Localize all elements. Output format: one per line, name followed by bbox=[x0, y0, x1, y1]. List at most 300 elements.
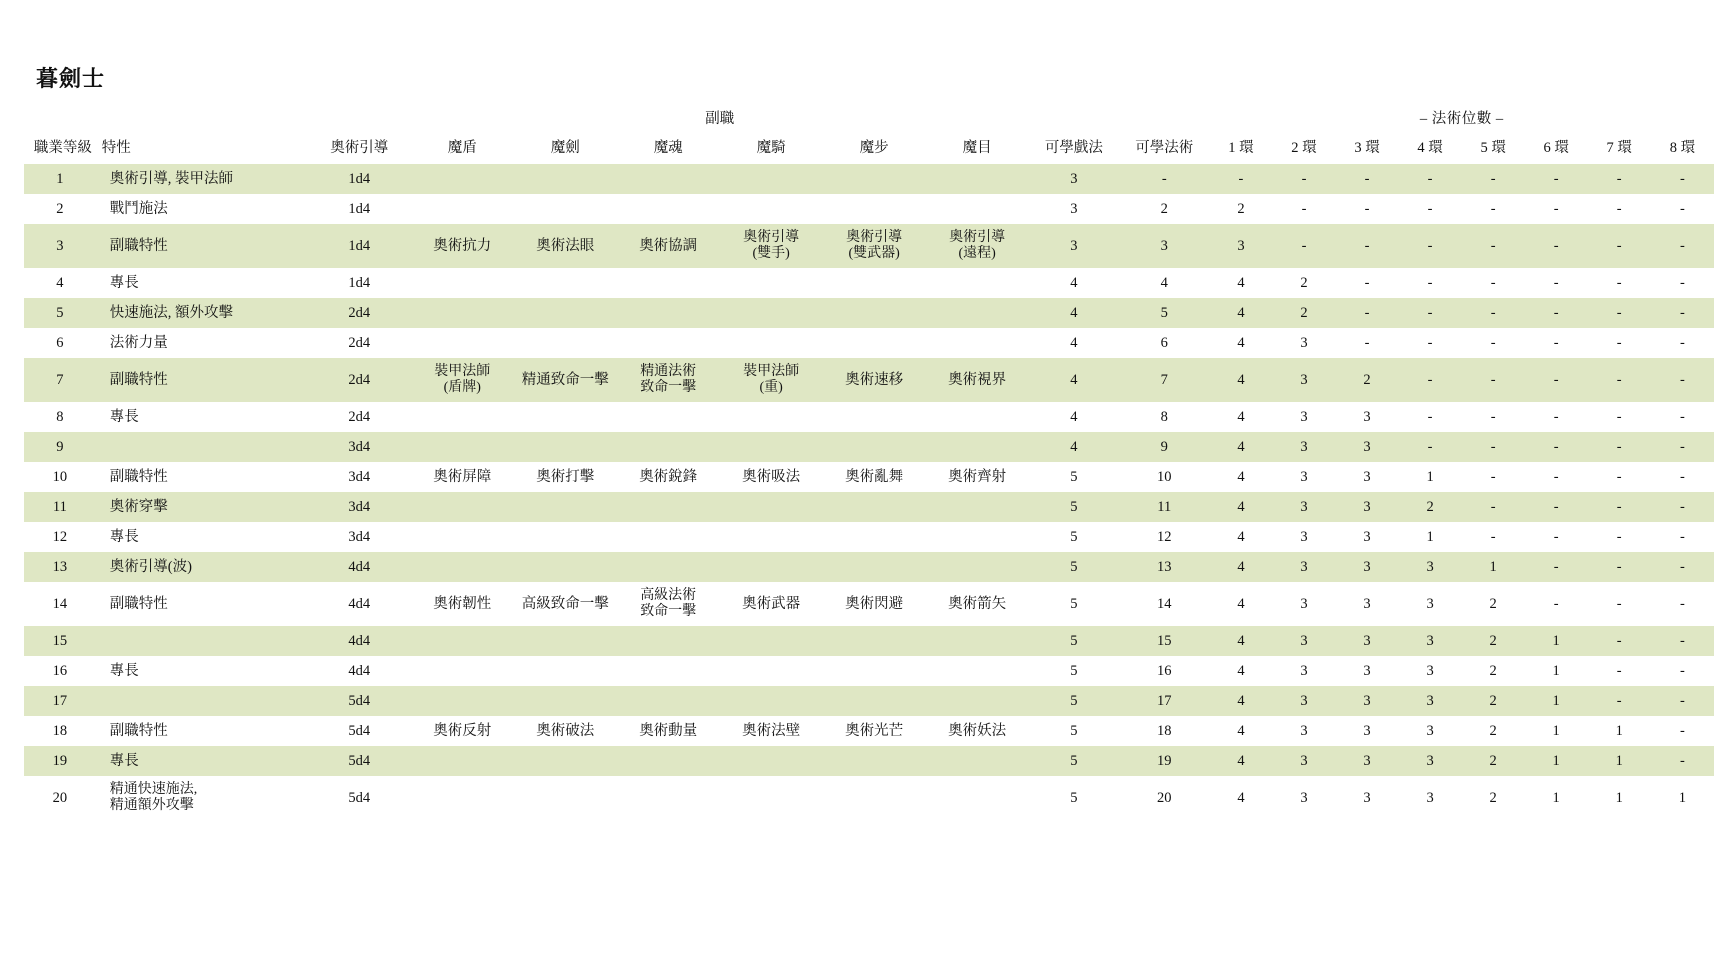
cell-spell-slot-2: 2 bbox=[1272, 298, 1335, 328]
table-body bbox=[24, 164, 1714, 820]
cell-sub-knight bbox=[720, 776, 823, 820]
cell-sub-step bbox=[823, 626, 926, 656]
cell-sub-shield: 奧術抗力 bbox=[411, 224, 514, 268]
cell-sub-soul bbox=[617, 656, 720, 686]
cell-sub-eye bbox=[926, 492, 1029, 522]
cell-arcane-conduit: 4d4 bbox=[308, 552, 411, 582]
cell-sub-knight bbox=[720, 686, 823, 716]
cell-sub-knight bbox=[720, 328, 823, 358]
cell-spell-slot-3: 3 bbox=[1336, 626, 1399, 656]
cell-sub-eye bbox=[926, 746, 1029, 776]
cell-sub-step bbox=[823, 164, 926, 194]
cell-spell-slot-5: 2 bbox=[1462, 746, 1525, 776]
cell-spell-slot-1: 3 bbox=[1209, 224, 1272, 268]
cell-features: 副職特性 bbox=[109, 468, 168, 485]
cell-sub-sword bbox=[514, 656, 617, 686]
cell-spell-slot-5: 1 bbox=[1462, 552, 1525, 582]
cell-features: 專長 bbox=[109, 662, 139, 679]
cell-arcane-conduit: 3d4 bbox=[308, 492, 411, 522]
cell-spell-slot-6: - bbox=[1525, 358, 1588, 402]
col-header-slot-6: 6 環 bbox=[1543, 139, 1569, 156]
cell-spell-slot-2: 3 bbox=[1300, 334, 1308, 351]
cell-spell-slot-8: - bbox=[1679, 334, 1685, 351]
cell-spell-slot-5: 2 bbox=[1489, 595, 1497, 612]
cell-cantrips-known: 5 bbox=[1070, 528, 1078, 545]
cell-spell-slot-6: - bbox=[1525, 552, 1588, 582]
col-header-arcane-conduit: 奧術引導 bbox=[330, 139, 389, 156]
cell-spell-slot-7: - bbox=[1588, 358, 1651, 402]
cell-sub-shield bbox=[411, 522, 514, 552]
cell-sub-knight bbox=[720, 656, 823, 686]
cell-sub-knight bbox=[720, 626, 823, 656]
cell-spell-slot-3: 3 bbox=[1336, 746, 1399, 776]
table-row bbox=[24, 686, 1714, 716]
cell-features: 法術力量 bbox=[109, 334, 168, 351]
cell-sub-step: 奧術亂舞 bbox=[845, 468, 904, 485]
cell-features: 專長 bbox=[102, 746, 308, 776]
cell-sub-soul bbox=[617, 626, 720, 656]
cell-sub-eye bbox=[926, 298, 1029, 328]
cell-spell-slot-4: 1 bbox=[1426, 468, 1434, 485]
cell-features: 副職特性 bbox=[109, 722, 168, 739]
cell-spell-slot-7: - bbox=[1616, 200, 1622, 217]
cell-spell-slot-8: - bbox=[1651, 224, 1714, 268]
cell-sub-knight bbox=[720, 552, 823, 582]
cell-line: 精通法術 bbox=[640, 363, 697, 379]
cell-spell-slot-1: 4 bbox=[1237, 789, 1245, 806]
cell-sub-sword bbox=[514, 328, 617, 358]
cell-spell-slot-5: - bbox=[1490, 200, 1496, 217]
cell-spell-slot-3: 3 bbox=[1363, 789, 1371, 806]
cell-spell-slot-1: 4 bbox=[1209, 686, 1272, 716]
cell-spell-slot-2: 2 bbox=[1300, 274, 1308, 291]
cell-spell-slot-6: - bbox=[1553, 408, 1559, 425]
cell-sub-soul bbox=[617, 552, 720, 582]
cell-arcane-conduit: 5d4 bbox=[348, 722, 371, 739]
cell-spell-slot-3: - bbox=[1336, 298, 1399, 328]
cell-sub-step bbox=[823, 402, 926, 432]
cell-spell-slot-5: - bbox=[1462, 492, 1525, 522]
cell-spell-slot-2: 3 bbox=[1300, 662, 1308, 679]
cell-sub-soul bbox=[617, 582, 720, 626]
cell-class-level: 17 bbox=[24, 686, 102, 716]
cell-line: 裝甲法師 bbox=[434, 363, 491, 379]
cell-sub-sword bbox=[514, 552, 617, 582]
cell-spell-slot-7: - bbox=[1616, 662, 1622, 679]
cell-spell-slot-5: 2 bbox=[1462, 686, 1525, 716]
cell-sub-knight: 奧術法壁 bbox=[742, 722, 801, 739]
cell-sub-shield bbox=[411, 432, 514, 462]
cell-spell-slot-5: - bbox=[1490, 468, 1496, 485]
cell-cantrips-known: 4 bbox=[1029, 358, 1119, 402]
cell-spell-slot-3: 3 bbox=[1336, 552, 1399, 582]
cell-spell-slot-7: - bbox=[1616, 595, 1622, 612]
col-header-slot-2: 2 環 bbox=[1291, 139, 1317, 156]
cell-spell-slot-8: - bbox=[1651, 358, 1714, 402]
col-header-slot-1: 1 環 bbox=[1228, 139, 1254, 156]
cell-sub-knight bbox=[720, 492, 823, 522]
cell-sub-soul bbox=[617, 776, 720, 820]
cell-spell-slot-5: 2 bbox=[1489, 722, 1497, 739]
cell-spell-slot-3: - bbox=[1364, 200, 1370, 217]
cell-arcane-conduit: 4d4 bbox=[348, 595, 371, 612]
cell-sub-eye bbox=[926, 328, 1029, 358]
cell-spells-known: 20 bbox=[1156, 789, 1172, 806]
cell-sub-eye: 奧術視界 bbox=[926, 358, 1029, 402]
cell-sub-soul bbox=[617, 522, 720, 552]
cell-class-level: 4 bbox=[56, 274, 64, 291]
cell-line: 精通快速施法, bbox=[109, 781, 198, 797]
cell-line: (雙武器) bbox=[848, 246, 900, 261]
cell-spell-slot-1: 4 bbox=[1237, 274, 1245, 291]
cell-line: 致命一擊 bbox=[640, 380, 697, 395]
cell-spell-slot-5: 2 bbox=[1462, 626, 1525, 656]
cell-spell-slot-4: 2 bbox=[1399, 492, 1462, 522]
cell-spell-slot-5: - bbox=[1490, 334, 1496, 351]
cell-sub-shield bbox=[411, 328, 514, 358]
cell-spells-known: 18 bbox=[1156, 722, 1172, 739]
cell-cantrips-known: 4 bbox=[1029, 298, 1119, 328]
cell-sub-eye bbox=[926, 626, 1029, 656]
cell-sub-step bbox=[823, 224, 926, 268]
cell-class-level: 19 bbox=[24, 746, 102, 776]
cell-spell-slot-3: - bbox=[1364, 334, 1370, 351]
cell-sub-sword: 奧術法眼 bbox=[514, 224, 617, 268]
cell-spell-slot-2: 3 bbox=[1272, 626, 1335, 656]
cell-cantrips-known: 3 bbox=[1029, 224, 1119, 268]
cell-sub-shield bbox=[411, 626, 514, 656]
cell-spell-slot-6: 1 bbox=[1525, 746, 1588, 776]
cell-sub-soul bbox=[617, 492, 720, 522]
cell-spell-slot-7: 1 bbox=[1588, 746, 1651, 776]
cell-spell-slot-5: - bbox=[1462, 432, 1525, 462]
cell-spell-slot-3: 3 bbox=[1363, 468, 1371, 485]
cell-spell-slot-8: - bbox=[1679, 200, 1685, 217]
cell-spells-known: 19 bbox=[1119, 746, 1209, 776]
cell-sub-eye bbox=[926, 432, 1029, 462]
cell-spell-slot-3: - bbox=[1336, 164, 1399, 194]
cell-sub-eye bbox=[926, 656, 1029, 686]
cell-spell-slot-7: 1 bbox=[1615, 789, 1623, 806]
cell-spell-slot-4: 1 bbox=[1426, 528, 1434, 545]
group-header-subclass: 副職 bbox=[705, 110, 735, 127]
cell-spell-slot-4: - bbox=[1399, 164, 1462, 194]
cell-line: (遠程) bbox=[958, 246, 996, 261]
cell-sub-step bbox=[823, 746, 926, 776]
table-row bbox=[24, 164, 1714, 194]
cell-sub-soul: 奧術動量 bbox=[639, 722, 698, 739]
cell-spell-slot-2: 3 bbox=[1272, 552, 1335, 582]
cell-spell-slot-5: - bbox=[1462, 358, 1525, 402]
cell-cantrips-known: 4 bbox=[1070, 334, 1078, 351]
cell-features: 副職特性 bbox=[102, 358, 308, 402]
cell-class-level: 18 bbox=[52, 722, 68, 739]
cell-sub-knight bbox=[720, 164, 823, 194]
cell-line: 裝甲法師 bbox=[743, 363, 800, 379]
table-row bbox=[24, 462, 1714, 492]
cell-spell-slot-7: 1 bbox=[1615, 722, 1623, 739]
cell-features: 專長 bbox=[109, 274, 139, 291]
cell-spells-known: 9 bbox=[1119, 432, 1209, 462]
cell-cantrips-known: 3 bbox=[1070, 200, 1078, 217]
cell-spell-slot-4: 3 bbox=[1426, 789, 1434, 806]
cell-sub-sword bbox=[514, 626, 617, 656]
cell-spell-slot-6: 1 bbox=[1552, 722, 1560, 739]
cell-features: 奧術引導(波) bbox=[102, 552, 308, 582]
cell-class-level: 20 bbox=[52, 789, 68, 806]
cell-sub-eye: 奧術齊射 bbox=[948, 468, 1007, 485]
cell-class-level: 9 bbox=[24, 432, 102, 462]
cell-spell-slot-8: - bbox=[1679, 528, 1685, 545]
table-row bbox=[24, 298, 1714, 328]
table-row bbox=[24, 402, 1714, 432]
cell-arcane-conduit: 3d4 bbox=[348, 468, 371, 485]
cell-spell-slot-8: - bbox=[1679, 722, 1685, 739]
cell-sub-soul bbox=[617, 358, 720, 402]
cell-features: 快速施法, 額外攻擊 bbox=[102, 298, 308, 328]
cell-class-level: 7 bbox=[24, 358, 102, 402]
cell-cantrips-known: 5 bbox=[1029, 746, 1119, 776]
class-progression-table-wrap bbox=[24, 106, 1714, 820]
cell-sub-soul bbox=[617, 746, 720, 776]
cell-spell-slot-1: - bbox=[1209, 164, 1272, 194]
cell-spell-slot-8: - bbox=[1651, 298, 1714, 328]
cell-spell-slot-3: - bbox=[1364, 274, 1370, 291]
cell-spell-slot-6: - bbox=[1525, 432, 1588, 462]
cell-spells-known: 13 bbox=[1119, 552, 1209, 582]
cell-spell-slot-4: 3 bbox=[1399, 552, 1462, 582]
cell-spell-slot-7: - bbox=[1588, 626, 1651, 656]
cell-spell-slot-3: 3 bbox=[1363, 662, 1371, 679]
cell-spell-slot-5: - bbox=[1462, 164, 1525, 194]
cell-spell-slot-5: - bbox=[1490, 274, 1496, 291]
cell-spell-slot-1: 2 bbox=[1237, 200, 1245, 217]
cell-features bbox=[102, 686, 308, 716]
col-header-cantrips-known: 可學戲法 bbox=[1044, 139, 1103, 156]
cell-spell-slot-8: - bbox=[1651, 552, 1714, 582]
class-progression-table bbox=[24, 106, 1714, 820]
cell-spell-slot-3: - bbox=[1336, 224, 1399, 268]
table-row bbox=[24, 328, 1714, 358]
group-header-spacer bbox=[24, 106, 411, 132]
cell-sub-soul bbox=[617, 686, 720, 716]
cell-sub-shield bbox=[411, 492, 514, 522]
cell-sub-soul bbox=[617, 328, 720, 358]
cell-arcane-conduit: 3d4 bbox=[308, 432, 411, 462]
cell-spell-slot-6: - bbox=[1553, 468, 1559, 485]
table-row bbox=[24, 746, 1714, 776]
cell-features: 奧術引導, 裝甲法師 bbox=[102, 164, 308, 194]
cell-spell-slot-7: - bbox=[1588, 686, 1651, 716]
col-header-slot-3: 3 環 bbox=[1354, 139, 1380, 156]
cell-spell-slot-3: 3 bbox=[1363, 722, 1371, 739]
cell-spell-slot-2: 3 bbox=[1300, 722, 1308, 739]
cell-spells-known: 14 bbox=[1156, 595, 1172, 612]
cell-spell-slot-7: - bbox=[1616, 274, 1622, 291]
cell-spell-slot-6: - bbox=[1525, 492, 1588, 522]
table-row bbox=[24, 492, 1714, 522]
cell-spell-slot-4: - bbox=[1399, 432, 1462, 462]
col-header-sub-knight: 魔騎 bbox=[756, 139, 786, 156]
cell-spell-slot-6: - bbox=[1553, 274, 1559, 291]
col-header-sub-eye: 魔目 bbox=[962, 139, 992, 156]
cell-sub-eye bbox=[926, 402, 1029, 432]
cell-spells-known: 3 bbox=[1119, 224, 1209, 268]
cell-arcane-conduit: 1d4 bbox=[348, 274, 371, 291]
cell-sub-eye bbox=[926, 522, 1029, 552]
cell-line: (雙手) bbox=[752, 246, 790, 261]
cell-spell-slot-5: - bbox=[1462, 224, 1525, 268]
cell-arcane-conduit: 4d4 bbox=[348, 662, 371, 679]
cell-sub-soul bbox=[617, 164, 720, 194]
cell-features: 戰鬥施法 bbox=[109, 200, 168, 217]
cell-cantrips-known: 5 bbox=[1029, 686, 1119, 716]
cell-sub-knight bbox=[720, 224, 823, 268]
cell-line: 奧術引導 bbox=[743, 229, 800, 245]
cell-sub-eye bbox=[926, 686, 1029, 716]
cell-class-level: 15 bbox=[24, 626, 102, 656]
cell-spell-slot-2: - bbox=[1272, 224, 1335, 268]
cell-class-level: 13 bbox=[24, 552, 102, 582]
cell-spells-known: 2 bbox=[1160, 200, 1168, 217]
cell-spell-slot-4: - bbox=[1427, 334, 1433, 351]
cell-spell-slot-4: - bbox=[1399, 224, 1462, 268]
cell-line: 奧術引導 bbox=[846, 229, 903, 245]
col-header-spells-known: 可學法術 bbox=[1135, 139, 1194, 156]
group-header-row bbox=[24, 106, 1714, 132]
cell-sub-shield bbox=[411, 298, 514, 328]
cell-spell-slot-2: 3 bbox=[1272, 432, 1335, 462]
cell-spell-slot-2: - bbox=[1301, 200, 1307, 217]
cell-cantrips-known: 5 bbox=[1029, 492, 1119, 522]
cell-cantrips-known: 4 bbox=[1070, 274, 1078, 291]
cell-sub-step bbox=[823, 432, 926, 462]
cell-spell-slot-6: 1 bbox=[1552, 789, 1560, 806]
cell-arcane-conduit: 5d4 bbox=[308, 746, 411, 776]
cell-spell-slot-5: 2 bbox=[1489, 789, 1497, 806]
table-row bbox=[24, 432, 1714, 462]
cell-spell-slot-2: 3 bbox=[1300, 789, 1308, 806]
cell-sub-sword bbox=[514, 402, 617, 432]
group-header-spell-slots: – 法術位數 – bbox=[1419, 110, 1504, 127]
cell-spell-slot-3: 3 bbox=[1336, 686, 1399, 716]
cell-class-level: 5 bbox=[24, 298, 102, 328]
cell-spell-slot-2: 3 bbox=[1300, 528, 1308, 545]
table-row bbox=[24, 522, 1714, 552]
cell-features: 副職特性 bbox=[109, 595, 168, 612]
cell-spell-slot-1: 4 bbox=[1209, 552, 1272, 582]
table-row bbox=[24, 582, 1714, 626]
cell-spells-known: 8 bbox=[1160, 408, 1168, 425]
cell-line: 精通額外攻擊 bbox=[109, 798, 194, 813]
cell-spell-slot-7: - bbox=[1588, 492, 1651, 522]
cell-spell-slot-1: 4 bbox=[1237, 334, 1245, 351]
cell-sub-sword bbox=[514, 298, 617, 328]
cell-spells-known: 17 bbox=[1119, 686, 1209, 716]
cell-sub-eye bbox=[926, 164, 1029, 194]
cell-spell-slot-1: 4 bbox=[1237, 595, 1245, 612]
cell-spell-slot-7: - bbox=[1616, 528, 1622, 545]
cell-sub-sword: 奧術破法 bbox=[536, 722, 595, 739]
cell-class-level: 16 bbox=[52, 662, 68, 679]
cell-sub-knight bbox=[720, 268, 823, 298]
cell-spell-slot-6: - bbox=[1553, 595, 1559, 612]
cell-sub-step bbox=[823, 656, 926, 686]
cell-sub-step bbox=[823, 328, 926, 358]
cell-spells-known: 16 bbox=[1156, 662, 1172, 679]
cell-spell-slot-5: - bbox=[1462, 298, 1525, 328]
cell-spell-slot-1: 4 bbox=[1237, 722, 1245, 739]
cell-class-level: 8 bbox=[56, 408, 64, 425]
cell-class-level: 11 bbox=[24, 492, 102, 522]
cell-spell-slot-6: 1 bbox=[1525, 686, 1588, 716]
cell-spell-slot-2: 3 bbox=[1272, 492, 1335, 522]
cell-features bbox=[102, 626, 308, 656]
cell-arcane-conduit: 1d4 bbox=[308, 164, 411, 194]
cell-sub-soul: 奧術銳鋒 bbox=[639, 468, 698, 485]
group-header-spacer-2 bbox=[1029, 106, 1210, 132]
cell-spell-slot-2: 3 bbox=[1272, 358, 1335, 402]
cell-spell-slot-4: - bbox=[1427, 408, 1433, 425]
cell-sub-shield: 奧術韌性 bbox=[433, 595, 492, 612]
col-header-sub-sword: 魔劍 bbox=[550, 139, 580, 156]
cell-spell-slot-8: - bbox=[1651, 164, 1714, 194]
cell-sub-step bbox=[823, 552, 926, 582]
cell-sub-shield bbox=[411, 194, 514, 224]
cell-class-level: 12 bbox=[52, 528, 68, 545]
cell-sub-eye bbox=[926, 268, 1029, 298]
cell-spell-slot-7: - bbox=[1588, 298, 1651, 328]
cell-sub-knight bbox=[720, 194, 823, 224]
cell-spell-slot-2: 3 bbox=[1300, 468, 1308, 485]
cell-spells-known: 6 bbox=[1160, 334, 1168, 351]
col-header-slot-8: 8 環 bbox=[1669, 139, 1696, 156]
cell-spell-slot-4: 3 bbox=[1399, 746, 1462, 776]
cell-sub-knight: 奧術武器 bbox=[742, 595, 801, 612]
cell-sub-shield bbox=[411, 746, 514, 776]
cell-class-level: 6 bbox=[56, 334, 64, 351]
cell-sub-sword bbox=[514, 432, 617, 462]
cell-spell-slot-3: 3 bbox=[1336, 492, 1399, 522]
cell-spell-slot-6: 1 bbox=[1525, 626, 1588, 656]
cell-sub-shield bbox=[411, 358, 514, 402]
cell-sub-shield bbox=[411, 776, 514, 820]
cell-spell-slot-3: 3 bbox=[1363, 595, 1371, 612]
cell-spell-slot-7: - bbox=[1588, 224, 1651, 268]
cell-spell-slot-3: 3 bbox=[1363, 528, 1371, 545]
cell-spell-slot-6: - bbox=[1525, 164, 1588, 194]
cell-line: (重) bbox=[759, 380, 783, 395]
cell-class-level: 14 bbox=[52, 595, 68, 612]
table-head bbox=[24, 106, 1714, 164]
cell-spell-slot-8: - bbox=[1651, 432, 1714, 462]
cell-sub-sword: 高級致命一擊 bbox=[521, 595, 609, 612]
cell-spell-slot-1: 4 bbox=[1237, 468, 1245, 485]
cell-sub-knight bbox=[720, 432, 823, 462]
cell-cantrips-known: 5 bbox=[1070, 789, 1078, 806]
cell-spell-slot-3: 3 bbox=[1363, 408, 1371, 425]
cell-arcane-conduit: 2d4 bbox=[308, 358, 411, 402]
cell-sub-sword bbox=[514, 268, 617, 298]
cell-cantrips-known: 5 bbox=[1029, 626, 1119, 656]
cell-sub-knight bbox=[720, 298, 823, 328]
cell-features: 副職特性 bbox=[102, 224, 308, 268]
cell-spell-slot-6: - bbox=[1525, 224, 1588, 268]
cell-sub-shield bbox=[411, 402, 514, 432]
cell-spell-slot-4: 3 bbox=[1426, 595, 1434, 612]
cell-sub-eye bbox=[926, 776, 1029, 820]
cell-class-level: 3 bbox=[24, 224, 102, 268]
